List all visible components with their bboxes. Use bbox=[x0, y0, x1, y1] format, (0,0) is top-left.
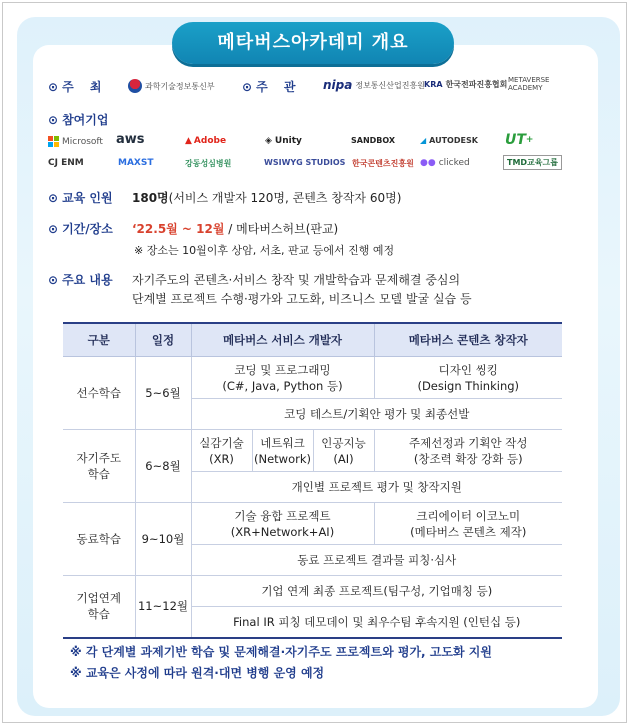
curriculum-table bbox=[63, 322, 562, 639]
logo-kocca: 한국콘텐츠진흥원 bbox=[352, 159, 414, 168]
content-text: 자기주도의 콘텐츠·서비스 창작 및 개발학습과 문제해결 중심의 단계별 프로젝트 수행·평가와 고도화, 비즈니스 모델 발굴 실습 등 bbox=[132, 273, 472, 306]
footnote-2: ※ 교육은 사정에 따라 원격·대면 병행 운영 예정 bbox=[70, 666, 325, 680]
common-cell: 코딩 테스트/기획안 평가 및 최종선발 bbox=[191, 399, 562, 430]
developer-cell: 코딩 및 프로그래밍 (C#, Java, Python 등) bbox=[191, 357, 374, 399]
developer-xr-cell: 실감기술 (XR) bbox=[191, 430, 252, 472]
government-emblem-icon bbox=[128, 79, 142, 93]
logo-autodesk: ◢ AUTODESK bbox=[420, 136, 478, 145]
check-icon: ⊙ bbox=[48, 221, 59, 236]
header-service-developer: 메타버스 서비스 개발자 bbox=[191, 323, 374, 357]
host-org: 과학기술정보통신부 bbox=[128, 79, 215, 93]
logo-unity: ◈ Unity bbox=[265, 136, 302, 146]
schedule-cell: 6~8월 bbox=[135, 430, 191, 503]
check-icon: ⊙ bbox=[48, 79, 59, 94]
logo-maxst: MAXST bbox=[118, 158, 154, 168]
creator-cell: 크리에이터 이코노미 (메타버스 콘텐츠 제작) bbox=[374, 503, 562, 545]
header-schedule: 일정 bbox=[135, 323, 191, 357]
table-row bbox=[63, 430, 562, 472]
check-icon: ⊙ bbox=[48, 190, 59, 205]
header-content-creator: 메타버스 콘텐츠 창작자 bbox=[374, 323, 562, 357]
adobe-icon: ▲ bbox=[185, 136, 192, 146]
stage-cell: 기업연계 학습 bbox=[63, 576, 135, 638]
footnote-1: ※ 각 단계별 과제기반 학습 및 문제해결·자기주도 프로젝트와 평가, 고도화 지원 bbox=[70, 645, 492, 659]
logo-microsoft: Microsoft bbox=[48, 136, 103, 147]
creator-cell: 주제선정과 기획안 작성 (창조력 확장 강화 등) bbox=[374, 430, 562, 472]
autodesk-icon: ◢ bbox=[420, 136, 427, 145]
organizer-label: ⊙ 주 관 bbox=[242, 79, 302, 94]
common-cell: Final IR 피칭 데모데이 및 최우수팀 후속지원 (인턴십 등) bbox=[191, 607, 562, 638]
table-row bbox=[63, 357, 562, 399]
logo-ut: UT + bbox=[505, 132, 534, 148]
stage-cell: 동료학습 bbox=[63, 503, 135, 576]
metaverse-academy-logo: METAVERSE ACADEMY bbox=[508, 76, 550, 92]
common-cell: 동료 프로젝트 결과물 피칭·심사 bbox=[191, 545, 562, 576]
check-icon: ⊙ bbox=[48, 112, 59, 127]
schedule-cell: 5~6월 bbox=[135, 357, 191, 430]
check-icon: ⊙ bbox=[242, 79, 253, 94]
developer-ai-cell: 인공지능 (AI) bbox=[313, 430, 374, 472]
period-label: ⊙ 기간/장소 bbox=[48, 221, 113, 236]
common-cell: 개인별 프로젝트 평가 및 창작지원 bbox=[191, 472, 562, 503]
plus-icon: + bbox=[525, 135, 534, 145]
unity-icon: ◈ bbox=[265, 136, 272, 146]
table-row bbox=[63, 503, 562, 545]
schedule-cell: 9~10월 bbox=[135, 503, 191, 576]
period-note: ※ 장소는 10월이후 상암, 서초, 판교 등에서 진행 예정 bbox=[134, 244, 395, 257]
page-title: 메타버스아카데미 개요 bbox=[172, 22, 454, 64]
organizer-nipa: nipa 정보통신산업진흥원 bbox=[323, 78, 425, 92]
stage-cell: 선수학습 bbox=[63, 357, 135, 430]
logo-wsiwyg-studios: WSIWYG STUDIOS bbox=[264, 158, 346, 167]
table-header-row bbox=[63, 323, 562, 357]
headcount-value: 180명(서비스 개발자 120명, 콘텐츠 창작자 60명) bbox=[132, 191, 402, 205]
logo-aws: aws bbox=[116, 132, 145, 147]
stage-cell: 자기주도 학습 bbox=[63, 430, 135, 503]
logo-tmd: TMD교육그룹 bbox=[503, 155, 562, 170]
common-cell: 기업 연계 최종 프로젝트(팀구성, 기업매칭 등) bbox=[191, 576, 562, 607]
check-icon: ⊙ bbox=[48, 272, 59, 287]
companies-label: ⊙ 참여기업 bbox=[48, 112, 109, 127]
header-stage: 구분 bbox=[63, 323, 135, 357]
headcount-label: ⊙ 교육 인원 bbox=[48, 190, 113, 205]
logo-cj-enm: CJ ENM bbox=[48, 158, 84, 168]
developer-cell: 기술 융합 프로젝트 (XR+Network+AI) bbox=[191, 503, 374, 545]
logo-kangdong-hospital: 강동성심병원 bbox=[185, 159, 232, 168]
microsoft-icon bbox=[48, 136, 59, 147]
logo-sandbox: SANDBOX bbox=[351, 136, 396, 145]
clicked-icon: ●● bbox=[420, 158, 436, 168]
period-value: ‘22.5월 ~ 12월 / 메타버스허브(판교) bbox=[132, 222, 339, 236]
developer-network-cell: 네트워크 (Network) bbox=[252, 430, 313, 472]
logo-clicked: ●● clicked bbox=[420, 158, 470, 168]
host-label: ⊙ 주 최 bbox=[48, 79, 108, 94]
organizer-kra: KRA 한국전파진흥협회 bbox=[424, 80, 508, 89]
creator-cell: 디자인 씽킹 (Design Thinking) bbox=[374, 357, 562, 399]
table-row bbox=[63, 576, 562, 607]
schedule-cell: 11~12월 bbox=[135, 576, 191, 638]
content-label: ⊙ 주요 내용 bbox=[48, 272, 113, 287]
logo-adobe: ▲ Adobe bbox=[185, 136, 227, 146]
